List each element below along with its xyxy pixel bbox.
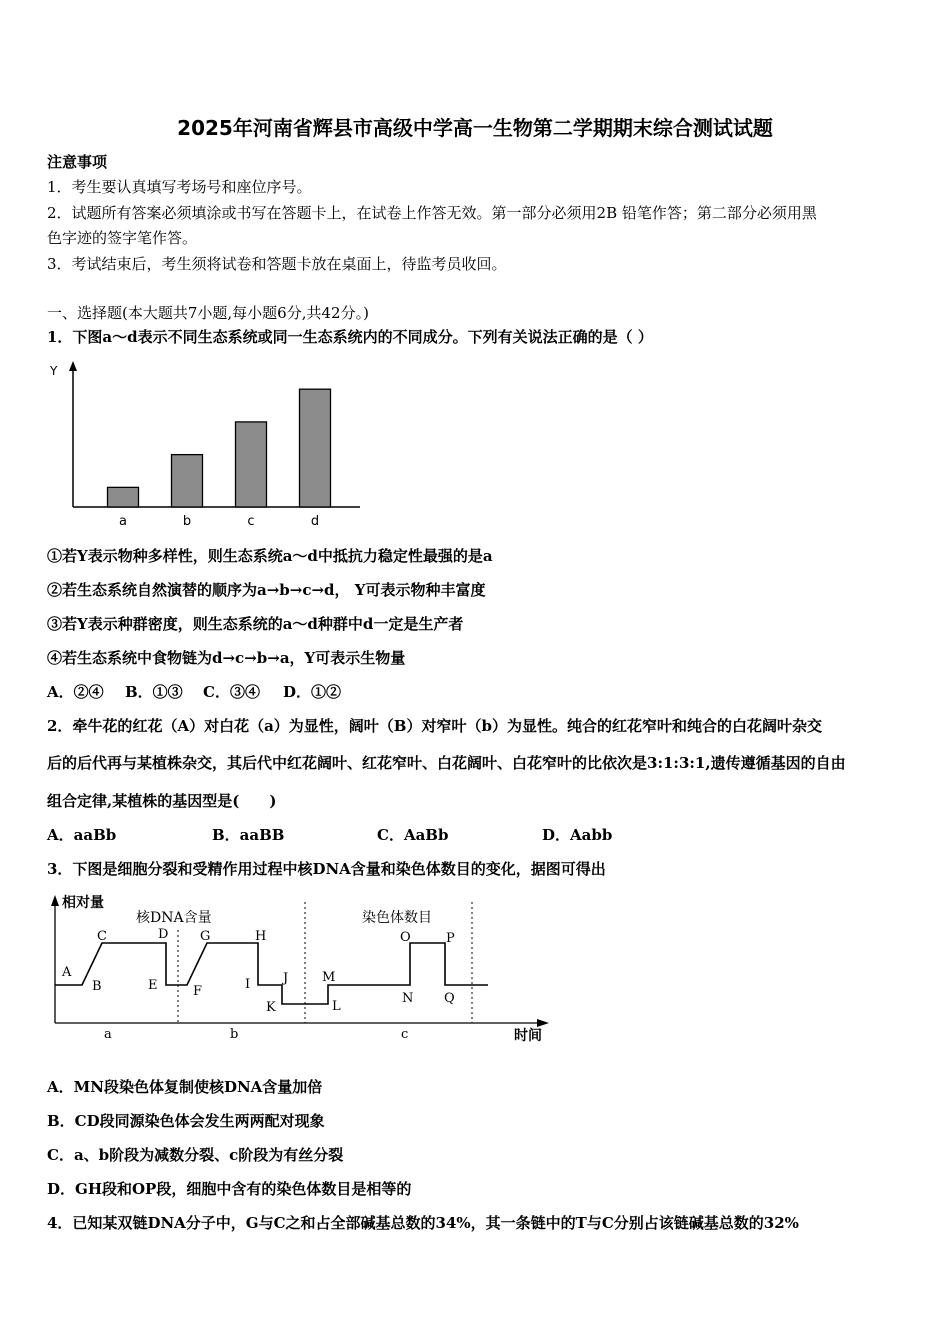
section-heading: 一、选择题(本大题共7小题,每小题6分,共42分。) (47, 304, 369, 322)
q2-line: 组合定律,某植株的基因型是( ) (47, 792, 277, 810)
point-label: H (255, 929, 267, 944)
point-label: G (200, 929, 211, 944)
point-label: P (446, 931, 455, 946)
stage-label: c (401, 1027, 409, 1042)
page-title: 2025年河南省辉县市高级中学高一生物第二学期期末综合测试试题 (177, 116, 773, 140)
option-d[interactable]: D．Aabb (542, 826, 613, 844)
q4-stem: 4．已知某双链DNA分子中，G与C之和占全部碱基总数的34%，其一条链中的T与C分别占该链碱基总数的32% (47, 1214, 799, 1232)
point-label: N (402, 991, 414, 1006)
chromosome-region-label: 染色体数目 (362, 910, 432, 926)
point-label: M (322, 970, 336, 985)
notice-item: 色字迹的签字笔作答。 (47, 229, 198, 247)
tick-label-a: a (119, 514, 127, 529)
q1-options (47, 681, 341, 702)
point-label: A (62, 965, 72, 980)
stage-label: a (104, 1027, 112, 1042)
q1-statement: ②若生态系统自然演替的顺序为a→b→c→d， Y可表示物种丰富度 (47, 581, 486, 599)
q3-stem: 3．下图是细胞分裂和受精作用过程中核DNA含量和染色体数目的变化，据图可得出 (47, 860, 606, 878)
point-label: Q (444, 991, 455, 1006)
q3-option-b[interactable]: B．CD段同源染色体会发生两两配对现象 (47, 1112, 325, 1130)
option-b[interactable]: B．①③ (125, 683, 183, 701)
q2-options (47, 824, 612, 845)
bar-c (236, 422, 267, 507)
point-label: J (283, 971, 289, 986)
notice-item: 3．考试结束后，考生须将试卷和答题卡放在桌面上，待监考员收回。 (47, 255, 507, 273)
bar-a (108, 487, 139, 507)
point-label: L (332, 999, 341, 1014)
dna-region-label: 核DNA含量 (136, 910, 212, 926)
x-axis-label: 时间 (514, 1028, 542, 1044)
option-d[interactable]: D．①② (283, 683, 342, 701)
tick-label-d: d (310, 514, 320, 529)
dna-content-curve (55, 943, 305, 1004)
bar-d (300, 389, 331, 507)
notice-heading: 注意事项 (47, 153, 108, 171)
point-label: E (148, 978, 158, 993)
y-axis-label: 相对量 (62, 895, 104, 911)
tick-label-c: c (247, 514, 255, 529)
y-axis-label: Y (50, 364, 58, 378)
point-label: C (97, 929, 107, 944)
bar-b (172, 455, 203, 507)
q1-bar-chart (40, 355, 370, 535)
option-c[interactable]: C．AaBb (377, 826, 449, 844)
option-a[interactable]: A．②④ (47, 683, 104, 701)
tick-label-b: b (182, 514, 192, 529)
stage-label: b (230, 1027, 239, 1042)
notice-item: 1．考生要认真填写考场号和座位序号。 (47, 178, 312, 196)
point-label: O (400, 930, 411, 945)
x-axis-arrow (537, 1019, 549, 1027)
q3-option-c[interactable]: C．a、b阶段为减数分裂、c阶段为有丝分裂 (47, 1146, 344, 1164)
q3-option-a[interactable]: A．MN段染色体复制使核DNA含量加倍 (47, 1078, 323, 1096)
point-label: B (92, 979, 102, 994)
point-label: K (266, 1000, 276, 1015)
point-label: F (193, 984, 203, 999)
q3-option-d[interactable]: D．GH段和OP段，细胞中含有的染色体数目是相等的 (47, 1180, 412, 1198)
point-label: D (158, 927, 169, 942)
q1-statement: ①若Y表示物种多样性，则生态系统a～d中抵抗力稳定性最强的是a (47, 547, 493, 565)
option-b[interactable]: B．aaBB (212, 826, 285, 844)
option-a[interactable]: A．aaBb (47, 826, 117, 844)
point-label: I (245, 977, 251, 992)
q3-dna-chromosome-graph (40, 890, 560, 1055)
notice-item: 2．试题所有答案必须填涂或书写在答题卡上，在试卷上作答无效。第一部分必须用2B 铅笔作答；第二部分必须用黑 (47, 204, 817, 222)
q2-line: 后的后代再与某植株杂交，其后代中红花阔叶、红花窄叶、白花阔叶、白花窄叶的比依次是3:1:3:1,遗传遵循基因的自由 (47, 754, 846, 772)
q1-statement: ③若Y表示种群密度，则生态系统的a～d种群中d一定是生产者 (47, 615, 464, 633)
y-axis-arrow (69, 361, 77, 371)
q2-line: 2．牵牛花的红花（A）对白花（a）为显性，阔叶（B）对窄叶（b）为显性。纯合的红花窄叶和纯合的白花阔叶杂交 (47, 717, 822, 735)
q1-stem: 1．下图a～d表示不同生态系统或同一生态系统内的不同成分。下列有关说法正确的是（ ） (47, 328, 653, 346)
y-axis-arrow (51, 895, 59, 906)
option-c[interactable]: C．③④ (203, 683, 260, 701)
q1-statement: ④若生态系统中食物链为d→c→b→a，Y可表示生物量 (47, 649, 406, 667)
